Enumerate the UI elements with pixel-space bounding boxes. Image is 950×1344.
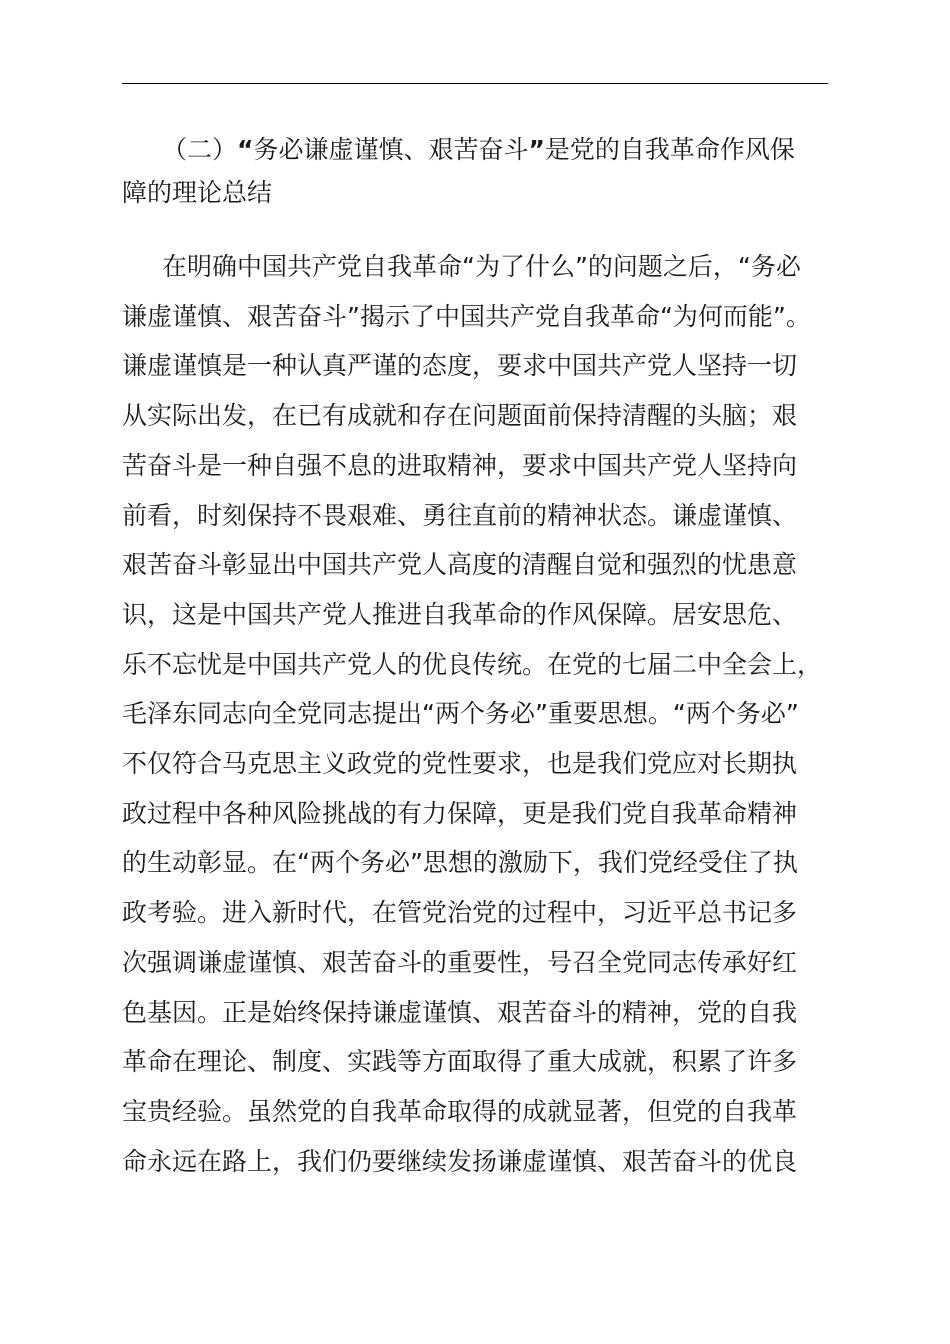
heading-suffix: 是党的自我革命作风保 — [544, 135, 795, 164]
body-line: 从实际出发，在已有成就和存在问题面前保持清醒的头脑；艰 — [122, 401, 798, 431]
body-line: 色基因。正是始终保持谦虚谨慎、艰苦奋斗的精神，党的自我 — [122, 997, 798, 1027]
heading-quoted-phrase: 务必谦虚谨慎、艰苦奋斗 — [253, 135, 529, 164]
body-line: 政过程中各种风险挑战的有力保障，更是我们党自我革命精神 — [122, 798, 798, 828]
header-rule — [122, 83, 828, 84]
body-line: 宝贵经验。虽然党的自我革命取得的成就显著，但党的自我革 — [122, 1096, 798, 1126]
heading-prefix: （二） — [162, 135, 238, 164]
heading-line-1 — [122, 128, 832, 171]
body-line: 前看，时刻保持不畏艰难、勇往直前的精神状态。谦虚谨慎、 — [122, 500, 798, 530]
body-line: 苦奋斗是一种自强不息的进取精神，要求中国共产党人坚持向 — [122, 450, 798, 480]
body-line: 次强调谦虚谨慎、艰苦奋斗的重要性，号召全党同志传承好红 — [122, 947, 798, 977]
body-line: 的生动彰显。在“两个务必”思想的激励下，我们党经受住了执 — [122, 848, 798, 878]
heading-quote-open: “ — [237, 135, 254, 164]
body-line: 谦虚谨慎、艰苦奋斗”揭示了中国共产党自我革命“为何而能”。 — [122, 301, 811, 331]
heading-line-2: 障的理论总结 — [122, 178, 273, 207]
body-line: 政考验。进入新时代，在管党治党的过程中，习近平总书记多 — [122, 898, 798, 928]
body-line: 命永远在路上，我们仍要继续发扬谦虚谨慎、艰苦奋斗的优良 — [122, 1146, 798, 1176]
body-line: 识，这是中国共产党人推进自我革命的作风保障。居安思危、 — [122, 599, 798, 629]
body-line: 毛泽东同志向全党同志提出“两个务必”重要思想。“两个务必” — [122, 699, 799, 729]
body-line: 革命在理论、制度、实践等方面取得了重大成就，积累了许多 — [122, 1047, 798, 1077]
body-line: 谦虚谨慎是一种认真严谨的态度，要求中国共产党人坚持一切 — [122, 351, 798, 381]
body-line: 艰苦奋斗彰显出中国共产党人高度的清醒自觉和强烈的忧患意 — [122, 550, 798, 580]
heading-quote-close: ” — [528, 135, 545, 164]
section-heading — [122, 128, 832, 214]
body-line: 乐不忘忧是中国共产党人的优良传统。在党的七届二中全会上， — [122, 649, 823, 679]
body-paragraph — [122, 242, 842, 1186]
body-line: 不仅符合马克思主义政党的党性要求，也是我们党应对长期执 — [122, 749, 798, 779]
body-line: 在明确中国共产党自我革命“为了什么”的问题之后，“务必 — [162, 252, 801, 281]
